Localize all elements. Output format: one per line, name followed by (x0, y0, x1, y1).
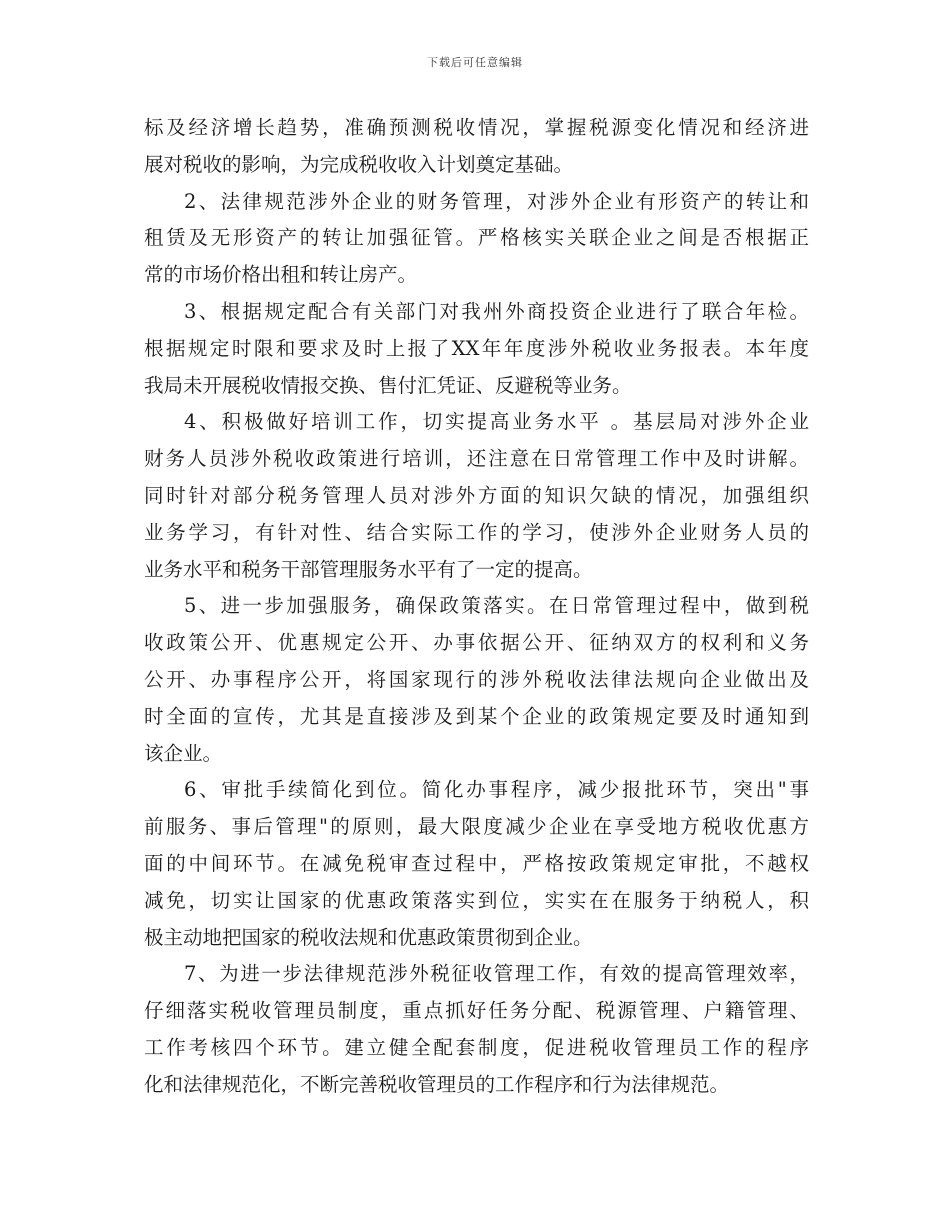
text-line: 2、法律规范涉外企业的财务管理，对涉外企业有形资产的转让和 (184, 189, 809, 213)
text-line: 展对税收的影响，为完成税收收入计划奠定基础。 (144, 152, 574, 176)
text-line: 7、为进一步法律规范涉外税征收管理工作，有效的提高管理效率， (184, 962, 809, 986)
text-line: 工作考核四个环节。建立健全配套制度，促进税收管理员工作的程序 (144, 1035, 809, 1059)
text-line: 收政策公开、优惠规定公开、办事依据公开、征纳双方的权利和义务 (144, 631, 809, 655)
text-line: 面的中间环节。在减免税审查过程中，严格按政策规定审批，不越权 (144, 851, 809, 875)
page-header-note: 下载后可任意编辑 (427, 56, 523, 69)
text-line: 前服务、事后管理"的原则，最大限度减少企业在享受地方税收优惠方 (144, 815, 809, 839)
text-line: 4、积极做好培训工作，切实提高业务水平 。基层局对涉外企业 (184, 410, 809, 434)
text-line: 同时针对部分税务管理人员对涉外方面的知识欠缺的情况，加强组织 (144, 483, 809, 507)
text-line: 极主动地把国家的税收法规和优惠政策贯彻到企业。 (144, 925, 593, 949)
text-line: 仔细落实税收管理员制度，重点抓好任务分配、税源管理、户籍管理、 (144, 999, 809, 1023)
text-line: 时全面的宣传，尤其是直接涉及到某个企业的政策规定要及时通知到 (144, 704, 809, 728)
text-line: 业务学习，有针对性、结合实际工作的学习，使涉外企业财务人员的 (144, 520, 809, 544)
text-line: 6、审批手续简化到位。简化办事程序，减少报批环节，突出"事 (184, 778, 809, 802)
text-line: 减免，切实让国家的优惠政策落实到位，实实在在服务于纳税人，积 (144, 888, 809, 912)
text-line: 标及经济增长趋势，准确预测税收情况，掌握税源变化情况和经济进 (144, 116, 809, 139)
text-line: 常的市场价格出租和转让房产。 (144, 263, 418, 287)
text-line: 我局未开展税收情报交换、售付汇凭证、反避税等业务。 (144, 373, 632, 397)
text-line: 财务人员涉外税收政策进行培训，还注意在日常管理工作中及时讲解。 (144, 447, 809, 471)
text-line: 租赁及无形资产的转让加强征管。严格核实关联企业之间是否根据正 (144, 226, 809, 250)
text-line: 根据规定时限和要求及时上报了XX年年度涉外税收业务报表。本年度 (144, 336, 809, 360)
text-line: 该企业。 (144, 741, 223, 765)
text-line: 公开、办事程序公开，将国家现行的涉外税收法律法规向企业做出及 (144, 667, 809, 691)
text-line: 业务水平和税务干部管理服务水平有了一定的提高。 (144, 557, 593, 581)
text-line: 化和法律规范化，不断完善税收管理员的工作程序和行为法律规范。 (144, 1072, 730, 1096)
text-line: 5、进一步加强服务，确保政策落实。在日常管理过程中，做到税 (184, 594, 809, 618)
document-body (144, 110, 809, 1104)
text-line: 3、根据规定配合有关部门对我州外商投资企业进行了联合年检。 (184, 299, 809, 323)
